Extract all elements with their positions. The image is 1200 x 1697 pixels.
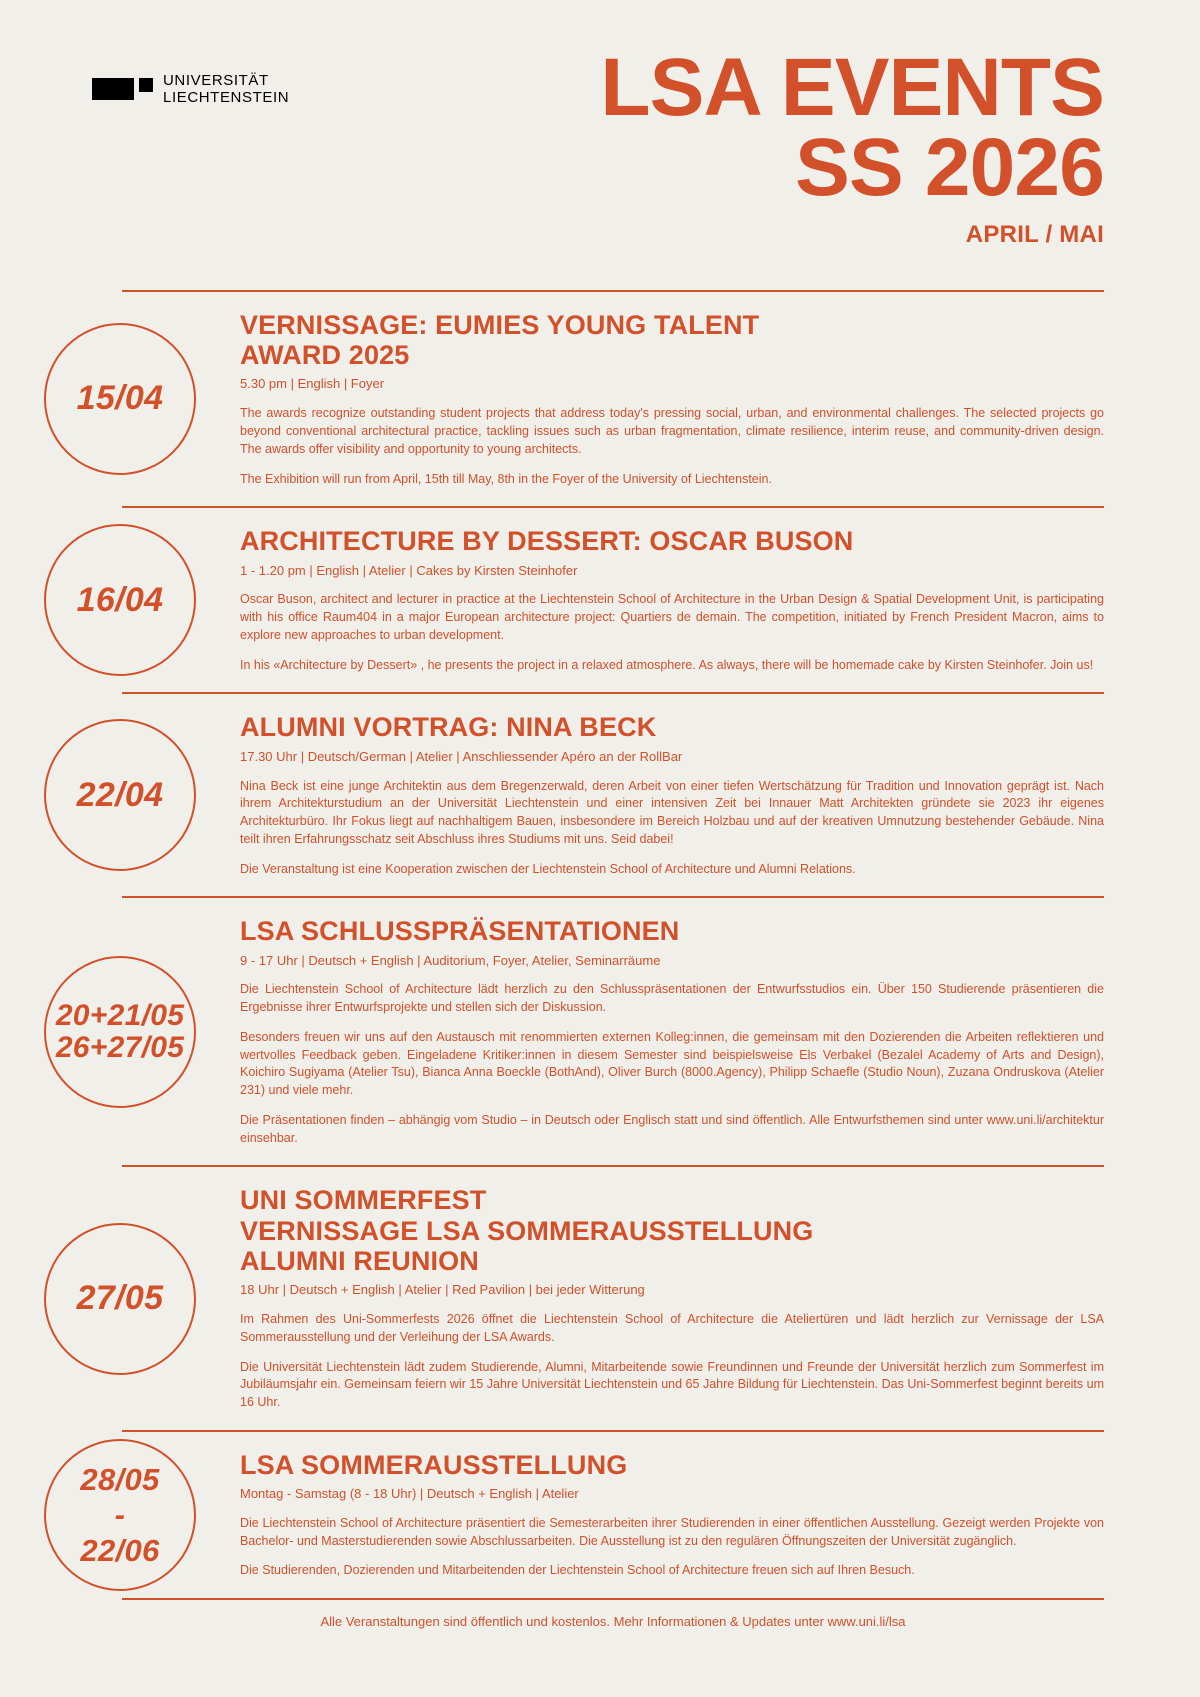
event-body [240,694,1200,896]
event-row [0,1167,1200,1429]
date-badge [44,524,196,676]
event-title-line: ALUMNI VORTRAG: NINA BECK [240,712,657,743]
event-title [240,712,1104,742]
event-paragraph: The Exhibition will run from April, 15th till May, 8th in the Foyer of the University of Liechtenstein. [240,471,772,486]
event-date-column [0,898,240,1165]
date-line: 22/06 [80,1532,160,1568]
event-title-line: VERNISSAGE: EUMIES YOUNG TALENT [240,310,760,340]
date-line: 16/04 [76,580,164,619]
event-row [0,694,1200,896]
date-badge [44,719,196,871]
date-line: 22/04 [76,775,164,814]
page-subtitle: APRIL / MAI [965,220,1104,248]
event-meta: 17.30 Uhr | Deutsch/German | Atelier | Anschliessender Apéro an der RollBar [240,748,683,764]
event-meta: 9 - 17 Uhr | Deutsch + English | Auditorium, Foyer, Atelier, Seminarräume [240,952,661,968]
page-title-line-1: LSA EVENTS [600,42,1104,133]
date-line: 20+21/05 [55,999,185,1033]
event-paragraph: Die Präsentationen finden – abhängig vom Studio – in Deutsch oder Englisch statt und sind öffentlich. Alle Entwurfsthemen sind unter www.uni.li/architektur einsehbar. [240,1112,1104,1145]
event-meta: 1 - 1.20 pm | English | Atelier | Cakes by Kirsten Steinhofer [240,562,578,578]
date-badge [44,323,196,475]
poster-footer [122,1600,1104,1629]
event-title-line: ALUMNI REUNION [240,1245,479,1276]
event-title-line: VERNISSAGE LSA SOMMERAUSSTELLUNG [240,1215,814,1246]
event-title [240,526,1104,556]
event-title-line: AWARD 2025 [240,340,410,371]
date-badge [44,1439,196,1591]
event-paragraph: Im Rahmen des Uni-Sommerfests 2026 öffnet die Liechtenstein School of Architecture die Ateliertüren und lädt herzlich zur Vernissage der LSA Sommerausstellung und der Verleihung der LSA Awards. [240,1312,1104,1344]
date-line: 28/05 [80,1461,160,1497]
event-meta: 18 Uhr | Deutsch + English | Atelier | Red Pavilion | bei jeder Witterung [240,1282,645,1298]
event-body [240,1432,1200,1598]
event-paragraph: Oscar Buson, architect and lecturer in practice at the Liechtenstein School of Architecture in the Urban Design & Spatial Development Unit, is participating with his office Raum404 in a major European architecture project: Quartiers de demain. The competition, initiated by French President Macron, aims to explore new approaches to urban development. [240,592,1104,642]
event-paragraph: Die Universität Liechtenstein lädt zudem Studierende, Alumni, Mitarbeitende sowie Freundinnen und Freunde der Universität herzlich zum Sommerfest im Jubiläumsjahr ein. Gemeinsam feiern wir 15 Jahre Universität Liechtenstein und 65 Jahre Bildung für Liechtenstein. Das Uni-Sommerfest beginnt bereits um 16 Uhr. [240,1359,1104,1410]
event-paragraph: Die Studierenden, Dozierenden und Mitarbeitenden der Liechtenstein School of Architecture freuen sich auf Ihren Besuch. [240,1563,915,1578]
event-date-column [0,508,240,692]
event-meta: Montag - Samstag (8 - 18 Uhr) | Deutsch + English | Atelier [240,1486,579,1502]
event-date-column [0,1432,240,1598]
event-paragraph: The awards recognize outstanding student projects that address today's pressing social, urban, and environmental challenges. The selected projects go beyond conventional architectural practice, tackling issues such as urban fragmentation, climate resilience, interim reuse, and community-driven design. The awards offer visibility and opportunity to young architects. [240,406,1104,456]
event-paragraph: Die Liechtenstein School of Architecture präsentiert die Semesterarbeiten ihrer Studierenden in einer öffentlichen Ausstellung. Gezeigt werden Projekte von Bachelor- und Masterstudierenden sowie Abschlussarbeiten. Die Ausstellung ist zu den regulären Öffnungszeiten der Universität zugänglich. [240,1515,1104,1548]
event-body [240,898,1200,1165]
poster-title-block [600,42,1104,249]
page-title-line-2: SS 2026 [795,122,1104,214]
event-date-column [0,694,240,896]
logo-mark-icon [92,78,153,100]
date-line: 15/04 [76,379,164,418]
event-title-line: UNI SOMMERFEST [240,1185,487,1216]
event-date-column [0,292,240,506]
event-title-line: ARCHITECTURE BY DESSERT: OSCAR BUSON [240,526,854,557]
date-line: 26+27/05 [55,1030,185,1064]
event-row [0,898,1200,1165]
event-title [240,310,1104,370]
logo-line-1: UNIVERSITÄT [163,72,269,89]
event-title [240,1185,1104,1276]
logo-line-2: LIECHTENSTEIN [163,89,290,107]
logo-text [163,72,289,107]
event-paragraph: Die Liechtenstein School of Architecture lädt herzlich zu den Schlusspräsentationen der Entwurfsstudios ein. Über 150 Studierende präsentieren die Ergebnisse ihrer Entwurfsprojekte und stellen sich der Diskussion. [240,982,1104,1015]
event-paragraph: Nina Beck ist eine junge Architektin aus dem Bregenzerwald, deren Arbeit von einer tiefen Wertschätzung für Tradition und Innovation geprägt ist. Nach ihrem Architekturstudium an der Universität Liechtenstein und einer intensiven Zeit bei Innauer Matt Architekten gründete sie 2023 ihr eigenes Architekturbüro. Ihr Fokus liegt auf nachhaltigem Bauen, insbesondere im Bereich Holzbau und auf der kreativen Umnutzung bestehender Gebäude. Nina teilt ihren Erfahrungsschatz seit Abschluss ihres Studiums mit uns. Seid dabei! [240,778,1104,846]
event-paragraph: Die Veranstaltung ist eine Kooperation zwischen der Liechtenstein School of Architecture und Alumni Relations. [240,861,856,876]
date-line: 27/05 [76,1278,164,1317]
date-badge [44,1223,196,1375]
university-logo [92,72,289,107]
event-title [240,1450,1104,1480]
date-line: - [114,1497,126,1533]
event-body [240,508,1200,692]
event-title [240,916,1104,946]
event-paragraph: Besonders freuen wir uns auf den Austausch mit renommierten externen Kolleg:innen, die gemeinsam mit den Dozierenden die Arbeiten reflektieren und wertvolles Feedback geben. Eingeladene Kritiker:innen in diesem Semester sind beispielsweise Els Verbakel (Bezalel Academy of Arts and Design), Koichiro Sugiyama (Atelier Tsu), Bianca Anna Boeckle (BothAnd), Oliver Burch (8000.Agency), Philipp Schaefle (Studio Noun), Zuzana Ondruskova (Atelier 231) und viele mehr. [240,1029,1104,1098]
date-badge [44,956,196,1108]
event-row [0,292,1200,506]
event-body [240,292,1200,506]
event-row [0,1432,1200,1598]
footer-note: Alle Veranstaltungen sind öffentlich und kostenlos. Mehr Informationen & Updates unter www.uni.li/lsa [320,1614,906,1630]
event-title-line: LSA SOMMERAUSSTELLUNG [240,1449,628,1480]
event-meta: 5.30 pm | English | Foyer [240,376,385,392]
event-paragraph: In his «Architecture by Dessert» , he presents the project in a relaxed atmosphere. As always, there will be homemade cake by Kirsten Steinhofer. Join us! [240,657,1094,672]
event-row [0,508,1200,692]
event-title-line: LSA SCHLUSSPRÄSENTATIONEN [240,916,680,947]
poster-header [0,0,1200,290]
event-date-column [0,1167,240,1429]
event-body [240,1167,1200,1429]
